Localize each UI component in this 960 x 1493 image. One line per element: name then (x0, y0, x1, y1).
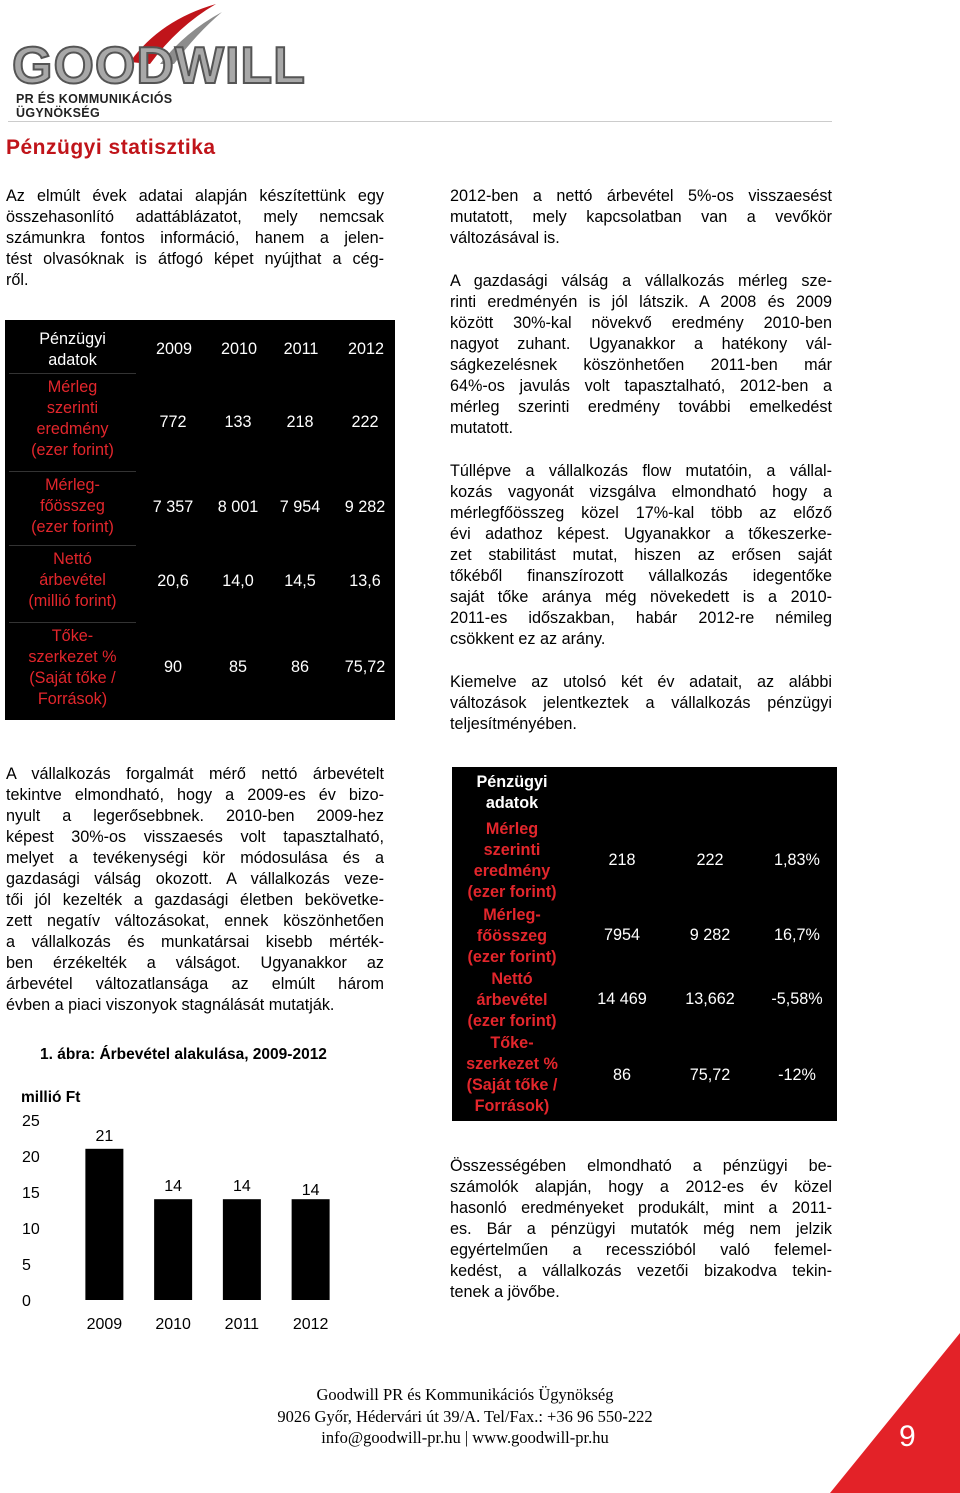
closing-line: számolók alapján, hogy a 2012-es év közel (450, 1178, 832, 1196)
data-label: 21 (95, 1127, 114, 1145)
table-cell: 222 (696, 851, 724, 869)
paragraph-line: saját tőke aránya még növekedett is a 2010- (450, 588, 832, 606)
table-cell: 75,72 (344, 658, 386, 676)
table-cell: 218 (608, 851, 636, 869)
paragraph-line: A gazdasági válság a vállalkozás mérleg sze- (450, 272, 832, 290)
paragraph-line: mutatott, mely kapcsolatban van a vevőkör (450, 208, 832, 226)
table-cell: 772 (159, 413, 187, 431)
intro-line: ről. (6, 271, 29, 289)
row-label-line: eredmény (36, 420, 109, 438)
paragraph-line: Túllépve a vállalkozás flow mutatóin, a vállal- (450, 462, 832, 480)
chart-title: 1. ábra: Árbevétel alakulása, 2009-2012 (40, 1046, 327, 1063)
footer-contact (120, 1427, 810, 1449)
intro-line: tést olvasóknak is átfogó képet nyújthat a cég- (6, 250, 384, 268)
row-label (452, 905, 572, 968)
data-label: 14 (232, 1178, 251, 1196)
paragraph-line: képest 30%-os visszaesés volt tapasztalható, (6, 828, 384, 846)
revenue-paragraph (6, 764, 384, 1016)
paragraph-line: csökkent ez az arány. (450, 630, 606, 648)
bar-2012 (292, 1199, 330, 1300)
paragraph-line: gazdasági válság okozott. A vállalkozás veze- (6, 870, 384, 888)
row-label (452, 819, 572, 903)
data-label: 14 (164, 1178, 183, 1196)
row-label-line: főösszeg (40, 497, 105, 515)
row-label-line: (ezer forint) (31, 518, 114, 536)
row-separator (9, 545, 136, 546)
paragraph-line: tőkéből finanszírozott vállalkozás idegentőke (450, 567, 832, 585)
table-cell: 14,0 (222, 572, 254, 590)
year-header: 2012 (347, 340, 384, 358)
right-paragraph (450, 186, 832, 249)
y-tick-label: 15 (22, 1185, 40, 1202)
y-tick-label: 20 (22, 1149, 40, 1166)
paragraph-line: évi adathoz képest. Ugyanakkor a tőkeszerke- (450, 525, 832, 543)
y-tick-label: 25 (22, 1113, 40, 1130)
table-cell: 7 357 (152, 498, 194, 516)
row-label-line: eredmény (473, 862, 551, 880)
row-label-line: (Saját tőke / (29, 669, 116, 687)
table-cell: 133 (224, 413, 252, 431)
row-label (452, 969, 572, 1032)
row-label-line: (ezer forint) (467, 883, 557, 901)
paragraph-line: 2012-ben a nettó árbevétel 5%-os visszaesést (450, 187, 832, 205)
row-label-line: Nettó (491, 970, 533, 988)
intro-line: összehasonlító adattáblázatot, mely nemcsak (6, 208, 384, 226)
paragraph-line: változásával is. (450, 229, 560, 247)
row-label-line: adatok (485, 794, 539, 812)
right-paragraph (450, 271, 832, 439)
paragraph-line: teljesítményében. (450, 715, 577, 733)
row-label-line: Pénzügyi (476, 773, 548, 791)
row-label (452, 772, 572, 814)
year-header: 2010 (220, 340, 257, 358)
row-label-line: árbevétel (39, 571, 106, 589)
table-cell: 75,72 (689, 1066, 731, 1084)
table-cell: 85 (228, 658, 247, 676)
row-label-line: főösszeg (476, 927, 548, 945)
paragraph-line: ságkezelésnek köszönhetően 2011-ben már (450, 356, 832, 374)
paragraph-line: kozás vagyonát vizsgálva elmondható hogy a (450, 483, 832, 501)
table-cell: 9 282 (344, 498, 386, 516)
row-label (5, 475, 140, 538)
paragraph-line: 64%-os javulás volt tapasztalható, 2012-ben a (450, 377, 832, 395)
paragraph-line: zett negatív változásokat, ennek köszönhetően (6, 912, 384, 930)
logo-tagline: PR ÉS KOMMUNIKÁCIÓS ÜGYNÖKSÉG (16, 92, 173, 120)
closing-line: Összességében elmondható a pénzügyi be- (450, 1157, 832, 1175)
paragraph-line: mutatott. (450, 419, 513, 437)
footer-company: Goodwill PR és Kommunikációs Ügynökség (316, 1385, 614, 1404)
page-number: 9 (899, 1420, 916, 1453)
row-separator (9, 471, 136, 472)
right-paragraph (450, 461, 832, 650)
col-header: 2011 (577, 783, 612, 800)
financial-table-2009-2012 (5, 320, 395, 720)
closing-line: es. Bár a pénzügyi mutatók még nem jelzik (450, 1220, 832, 1238)
row-label (5, 626, 140, 710)
footer-separator: | (464, 1428, 469, 1447)
paragraph-line: változások jelentkeztek a vállalkozás pénzügyi (450, 694, 832, 712)
col-header: 2012 (665, 783, 701, 800)
paragraph-line: tői jól kezelték a gazdasági életben bekövetke- (6, 891, 384, 909)
table-cell: 13,662 (685, 990, 735, 1008)
bar-2009 (85, 1149, 123, 1300)
paragraph-line: nyult a legerősebbnek. 2010-ben 2009-hez (6, 807, 384, 825)
revenue-chart (0, 1040, 420, 1340)
row-label-line: Tőke- (51, 627, 94, 645)
table-cell: 90 (163, 658, 182, 676)
closing-line: kedést, a vállalkozás vezetői bizakodva tekin- (450, 1262, 832, 1280)
footer (120, 1384, 810, 1449)
footer-address: 9026 Győr, Hédervári út 39/A. Tel/Fax.: +36 96 550-222 (277, 1406, 653, 1426)
paragraph-line: rinti eredményén is jól látszik. A 2008 és 2009 (450, 293, 832, 311)
row-label-line: Pénzügyi (39, 330, 106, 348)
chart-ylabel: millió Ft (21, 1089, 81, 1106)
row-label-line: Mérleg- (45, 476, 100, 494)
row-label-line: adatok (48, 351, 97, 369)
intro-paragraph (6, 186, 384, 291)
row-separator (9, 373, 136, 374)
right-column-text (450, 186, 832, 757)
row-label-line: Mérleg (485, 820, 539, 838)
x-tick-label: 2010 (155, 1316, 191, 1333)
table-cell: 86 (612, 1066, 631, 1084)
table-cell: 9 282 (689, 926, 731, 944)
row-label-line: Források) (37, 690, 108, 708)
table-cell: 14,5 (284, 572, 316, 590)
closing-paragraph (450, 1156, 832, 1303)
row-label-line: szerkezet % (28, 648, 117, 666)
row-label-line: szerinti (46, 399, 99, 417)
table-cell: 7 954 (279, 498, 321, 516)
table-cell: -12% (778, 1066, 816, 1084)
data-label: 14 (301, 1182, 320, 1200)
paragraph-line: a vállalkozás és munkatársai kisebb mérték- (6, 933, 384, 951)
paragraph-line: között 30%-kal növekvő eredmény 2010-ben (450, 314, 832, 332)
x-tick-label: 2012 (292, 1316, 329, 1333)
paragraph-line: árbevétel változatlansága az elmúlt három (6, 975, 384, 993)
x-tick-label: 2009 (86, 1316, 123, 1333)
table-cell: 14 469 (597, 990, 647, 1008)
paragraph-line: évben a piaci viszonyok stagnálását mutatják. (6, 996, 335, 1014)
row-separator (9, 622, 136, 623)
logo-wordmark: GOODWILL (12, 37, 306, 95)
row-label-line: árbevétel (476, 991, 548, 1009)
row-label-line: (ezer forint) (31, 441, 114, 459)
closing-line: hasonló eredményeket produkált, mint a 2011- (450, 1199, 832, 1217)
footer-web[interactable]: www.goodwill-pr.hu (472, 1428, 609, 1447)
x-tick-label: 2011 (224, 1316, 260, 1333)
intro-line: számunkra fontos információ, hanem a jelen- (6, 229, 384, 247)
corner-triangle (830, 1333, 960, 1493)
row-label-line: szerkezet % (466, 1055, 558, 1073)
year-header: 2009 (155, 340, 192, 358)
financial-table-2011-2012 (452, 767, 837, 1121)
row-label (5, 329, 140, 371)
chart-plot (0, 1040, 420, 1340)
table-cell: 13,6 (349, 572, 381, 590)
year-header: 2011 (283, 340, 319, 358)
y-tick-label: 10 (22, 1221, 40, 1238)
row-label-line: Mérleg- (483, 906, 541, 924)
table-cell: 86 (290, 658, 309, 676)
y-tick-label: 5 (22, 1257, 31, 1274)
section-title: Pénzügyi statisztika (6, 136, 216, 159)
col-header: Változás (752, 783, 814, 800)
closing-line: tenek a jövőbe. (450, 1283, 560, 1301)
bar-2010 (154, 1199, 192, 1300)
row-label-line: (ezer forint) (467, 948, 557, 966)
row-label-line: (millió forint) (28, 592, 117, 610)
footer-email[interactable]: info@goodwill-pr.hu (321, 1428, 461, 1447)
row-label-line: (Saját tőke / (466, 1076, 558, 1094)
row-label-line: Mérleg (47, 378, 98, 396)
paragraph-line: 2011-es időszakban, habár 2012-re némileg (450, 609, 832, 627)
y-tick-label: 0 (22, 1293, 31, 1310)
table-cell: 16,7% (774, 926, 820, 944)
closing-line: egyértelműen a recesszióból való felemel- (450, 1241, 832, 1259)
table-cell: -5,58% (771, 990, 823, 1008)
row-label-line: Nettó (53, 550, 92, 568)
row-label (5, 377, 140, 461)
row-label-line: szerinti (483, 841, 541, 859)
table-cell: 8 001 (217, 498, 259, 516)
paragraph-line: zet stabilitást mutat, hiszen az erősen saját (450, 546, 832, 564)
row-label (5, 549, 140, 612)
paragraph-line: tekintve elmondható, hogy a 2009-es év bizo- (6, 786, 384, 804)
paragraph-line: Kiemelve az utolsó két év adatait, az alábbi (450, 673, 832, 691)
table-cell: 20,6 (157, 572, 189, 590)
logo (10, 0, 306, 120)
table-cell: 218 (286, 413, 314, 431)
table-cell: 1,83% (774, 851, 820, 869)
intro-line: Az elmúlt évek adatai alapján készítettünk egy (6, 187, 384, 205)
row-label (452, 1033, 572, 1117)
row-label-line: Források) (474, 1097, 550, 1115)
header-rule (8, 121, 832, 122)
table-cell: 7954 (603, 926, 640, 944)
table-cell: 222 (351, 413, 379, 431)
row-label-line: (ezer forint) (467, 1012, 557, 1030)
paragraph-line: melyet a tevékenységi kör módosulása és a (6, 849, 384, 867)
paragraph-line: mérleg szerinti eredmény további emelkedést (450, 398, 832, 416)
paragraph-line: nagyot zuhant. Ugyanakkor a hatékony vál- (450, 335, 832, 353)
paragraph-line: A vállalkozás forgalmát mérő nettó árbevételt (6, 765, 384, 783)
row-label-line: Tőke- (490, 1034, 534, 1052)
paragraph-line: mérlegfőösszeg közel 17%-kal több az előző (450, 504, 832, 522)
paragraph-line: ben érzékelték a válságot. Ugyanakkor az (6, 954, 384, 972)
bar-2011 (223, 1199, 261, 1300)
right-paragraph (450, 672, 832, 735)
